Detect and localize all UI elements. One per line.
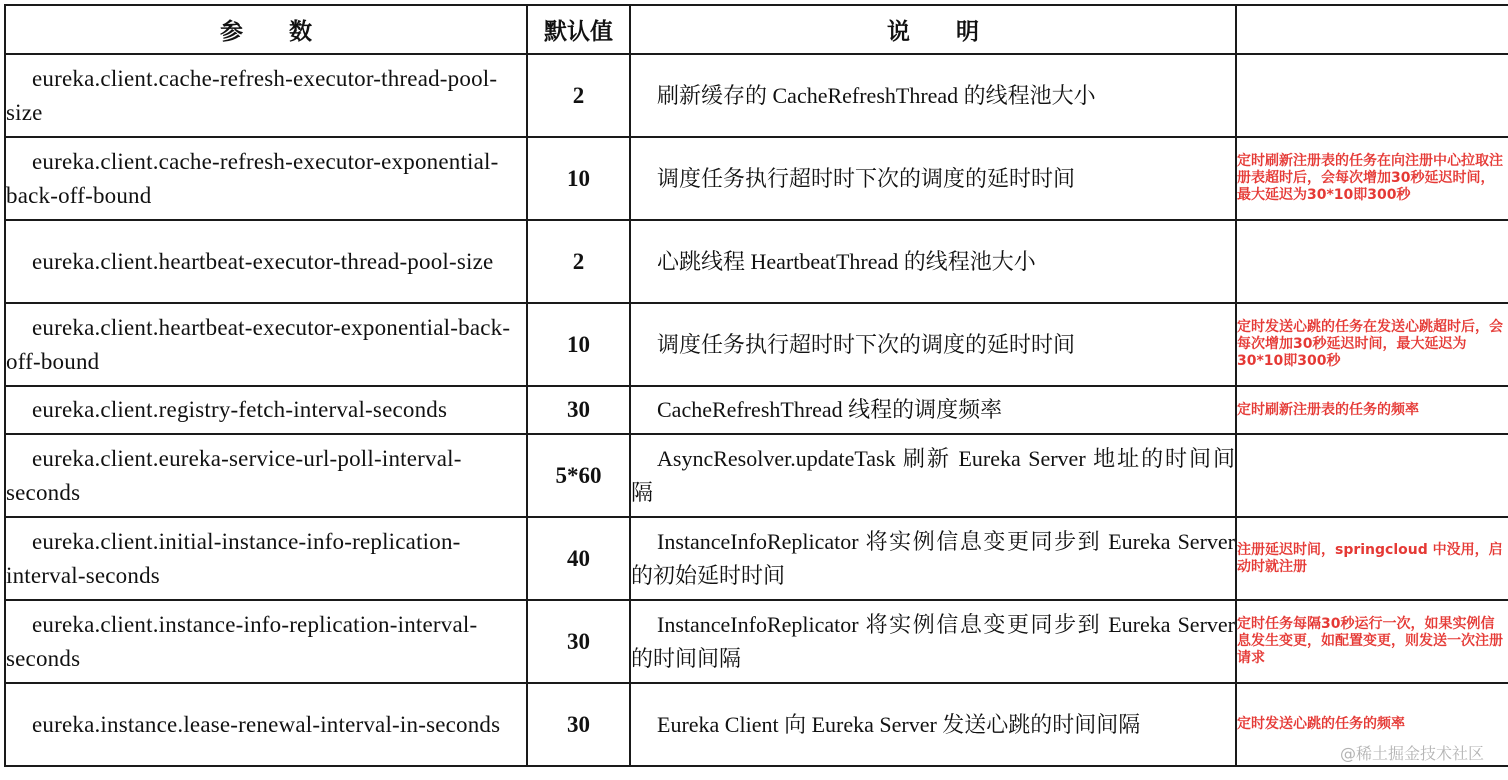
- param-name: eureka.client.cache-refresh-executor-exponential-back-off-bound: [5, 137, 527, 220]
- param-default: 2: [527, 220, 630, 303]
- param-name: eureka.client.cache-refresh-executor-thread-pool-size: [5, 54, 527, 137]
- table-row: [5, 54, 1508, 137]
- header-desc: 说 明: [630, 5, 1236, 54]
- param-description: InstanceInfoReplicator 将实例信息变更同步到 Eureka Server 的时间间隔: [630, 600, 1236, 683]
- param-description: CacheRefreshThread 线程的调度频率: [630, 386, 1236, 434]
- table-row: [5, 303, 1508, 386]
- header-note: [1236, 5, 1508, 54]
- table-row: [5, 386, 1508, 434]
- eureka-config-table: [4, 4, 1508, 767]
- param-default: 5*60: [527, 434, 630, 517]
- param-name: eureka.client.eureka-service-url-poll-interval-seconds: [5, 434, 527, 517]
- param-description: InstanceInfoReplicator 将实例信息变更同步到 Eureka Server 的初始延时时间: [630, 517, 1236, 600]
- config-table-sheet: [4, 4, 1506, 776]
- param-name: eureka.client.heartbeat-executor-exponential-back-off-bound: [5, 303, 527, 386]
- param-note: 注册延迟时间，springcloud 中没用，启动时就注册: [1236, 517, 1508, 600]
- param-default: 40: [527, 517, 630, 600]
- param-default: 10: [527, 137, 630, 220]
- param-description: Eureka Client 向 Eureka Server 发送心跳的时间间隔: [630, 683, 1236, 766]
- header-param: 参 数: [5, 5, 527, 54]
- param-name: eureka.client.initial-instance-info-replication-interval-seconds: [5, 517, 527, 600]
- param-description: AsyncResolver.updateTask 刷新 Eureka Server 地址的时间间隔: [630, 434, 1236, 517]
- param-description: 刷新缓存的 CacheRefreshThread 的线程池大小: [630, 54, 1236, 137]
- param-name: eureka.client.registry-fetch-interval-seconds: [5, 386, 527, 434]
- table-row: [5, 600, 1508, 683]
- param-name: eureka.client.heartbeat-executor-thread-pool-size: [5, 220, 527, 303]
- param-note: 定时刷新注册表的任务在向注册中心拉取注册表超时后，会每次增加30秒延迟时间，最大延迟为30*10即300秒: [1236, 137, 1508, 220]
- table-header-row: [5, 5, 1508, 54]
- watermark: @稀土掘金技术社区: [1339, 744, 1484, 763]
- param-default: 30: [527, 600, 630, 683]
- param-default: 30: [527, 683, 630, 766]
- header-default: 默认值: [527, 5, 630, 54]
- param-default: 2: [527, 54, 630, 137]
- param-name: eureka.client.instance-info-replication-interval-seconds: [5, 600, 527, 683]
- param-description: 调度任务执行超时时下次的调度的延时时间: [630, 137, 1236, 220]
- table-row: [5, 517, 1508, 600]
- param-note: [1236, 434, 1508, 517]
- param-note: [1236, 220, 1508, 303]
- param-note: 定时发送心跳的任务在发送心跳超时后，会每次增加30秒延迟时间，最大延迟为30*10即300秒: [1236, 303, 1508, 386]
- table-row: [5, 137, 1508, 220]
- param-description: 调度任务执行超时时下次的调度的延时时间: [630, 303, 1236, 386]
- param-note: [1236, 54, 1508, 137]
- param-default: 30: [527, 386, 630, 434]
- table-row: [5, 434, 1508, 517]
- param-default: 10: [527, 303, 630, 386]
- param-name: eureka.instance.lease-renewal-interval-in-seconds: [5, 683, 527, 766]
- param-note: 定时刷新注册表的任务的频率: [1236, 386, 1508, 434]
- param-description: 心跳线程 HeartbeatThread 的线程池大小: [630, 220, 1236, 303]
- param-note: 定时发送心跳的任务的频率: [1236, 683, 1508, 766]
- table-row: [5, 220, 1508, 303]
- table-row: [5, 683, 1508, 766]
- param-note: 定时任务每隔30秒运行一次，如果实例信息发生变更，如配置变更，则发送一次注册请求: [1236, 600, 1508, 683]
